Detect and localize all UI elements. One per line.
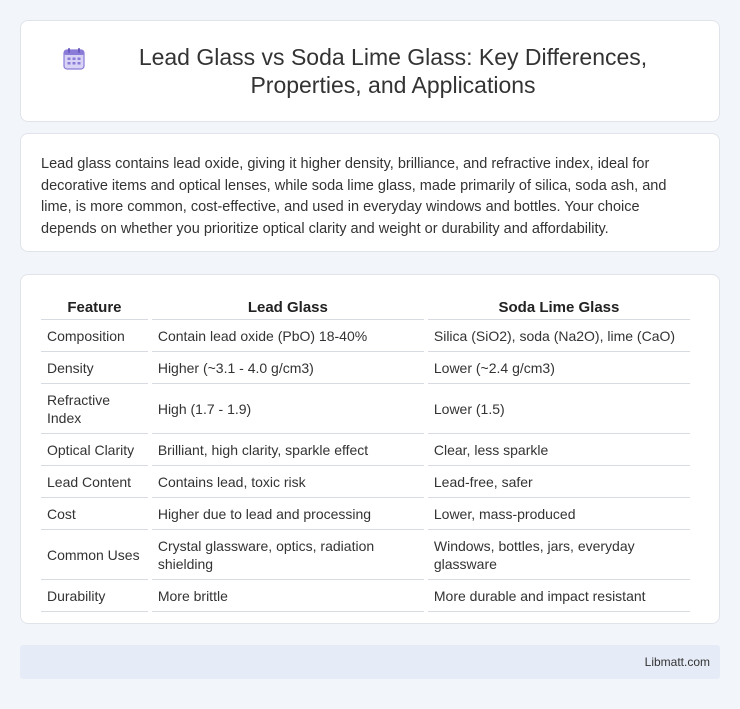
lead-glass-cell: Crystal glassware, optics, radiation shielding [152, 531, 424, 580]
soda-lime-cell: Lead-free, safer [428, 467, 690, 498]
lead-glass-cell: High (1.7 - 1.9) [152, 385, 424, 434]
feature-cell: Common Uses [41, 531, 148, 580]
table-row [41, 321, 690, 352]
lead-glass-cell: Brilliant, high clarity, sparkle effect [152, 435, 424, 466]
comparison-card [20, 274, 720, 624]
lead-glass-cell: Contain lead oxide (PbO) 18-40% [152, 321, 424, 352]
soda-lime-cell: Lower, mass-produced [428, 499, 690, 530]
soda-lime-cell: Windows, bottles, jars, everyday glassware [428, 531, 690, 580]
table-row [41, 499, 690, 530]
table-header-row [41, 296, 690, 320]
soda-lime-cell: More durable and impact resistant [428, 581, 690, 612]
page-title: Lead Glass vs Soda Lime Glass: Key Differences, Properties, and Applications [138, 44, 648, 98]
table-row [41, 435, 690, 466]
title-card [20, 20, 720, 122]
feature-cell: Refractive Index [41, 385, 148, 434]
column-header-lead-glass: Lead Glass [152, 296, 424, 320]
soda-lime-cell: Silica (SiO2), soda (Na2O), lime (CaO) [428, 321, 690, 352]
comparison-table [37, 295, 694, 613]
table-row [41, 467, 690, 498]
table-row [41, 385, 690, 434]
feature-cell: Lead Content [41, 467, 148, 498]
lead-glass-cell: Contains lead, toxic risk [152, 467, 424, 498]
soda-lime-cell: Lower (~2.4 g/cm3) [428, 353, 690, 384]
calendar-icon [61, 46, 87, 72]
summary-text: Lead glass contains lead oxide, giving it higher density, brilliance, and refractive index, ideal for decorative items and optical lenses, while soda lime glass, made primarily of silica, soda ash, and lime, is more common, cost-effective, and used in everyday windows and bottles. Your choice depends on whether you prioritize optical clarity and weight or durability and affordability. [41, 156, 667, 237]
lead-glass-cell: Higher due to lead and processing [152, 499, 424, 530]
soda-lime-cell: Clear, less sparkle [428, 435, 690, 466]
column-header-soda-lime-glass: Soda Lime Glass [428, 296, 690, 320]
column-header-feature: Feature [41, 296, 148, 320]
feature-cell: Cost [41, 499, 148, 530]
title-row [21, 43, 719, 99]
feature-cell: Optical Clarity [41, 435, 148, 466]
footer [20, 645, 720, 679]
soda-lime-cell: Lower (1.5) [428, 385, 690, 434]
feature-cell: Composition [41, 321, 148, 352]
summary-card [20, 133, 720, 252]
lead-glass-cell: More brittle [152, 581, 424, 612]
feature-cell: Density [41, 353, 148, 384]
footer-brand-link[interactable]: Libmatt.com [644, 655, 710, 669]
table-row [41, 353, 690, 384]
lead-glass-cell: Higher (~3.1 - 4.0 g/cm3) [152, 353, 424, 384]
table-row [41, 581, 690, 612]
feature-cell: Durability [41, 581, 148, 612]
table-row [41, 531, 690, 580]
